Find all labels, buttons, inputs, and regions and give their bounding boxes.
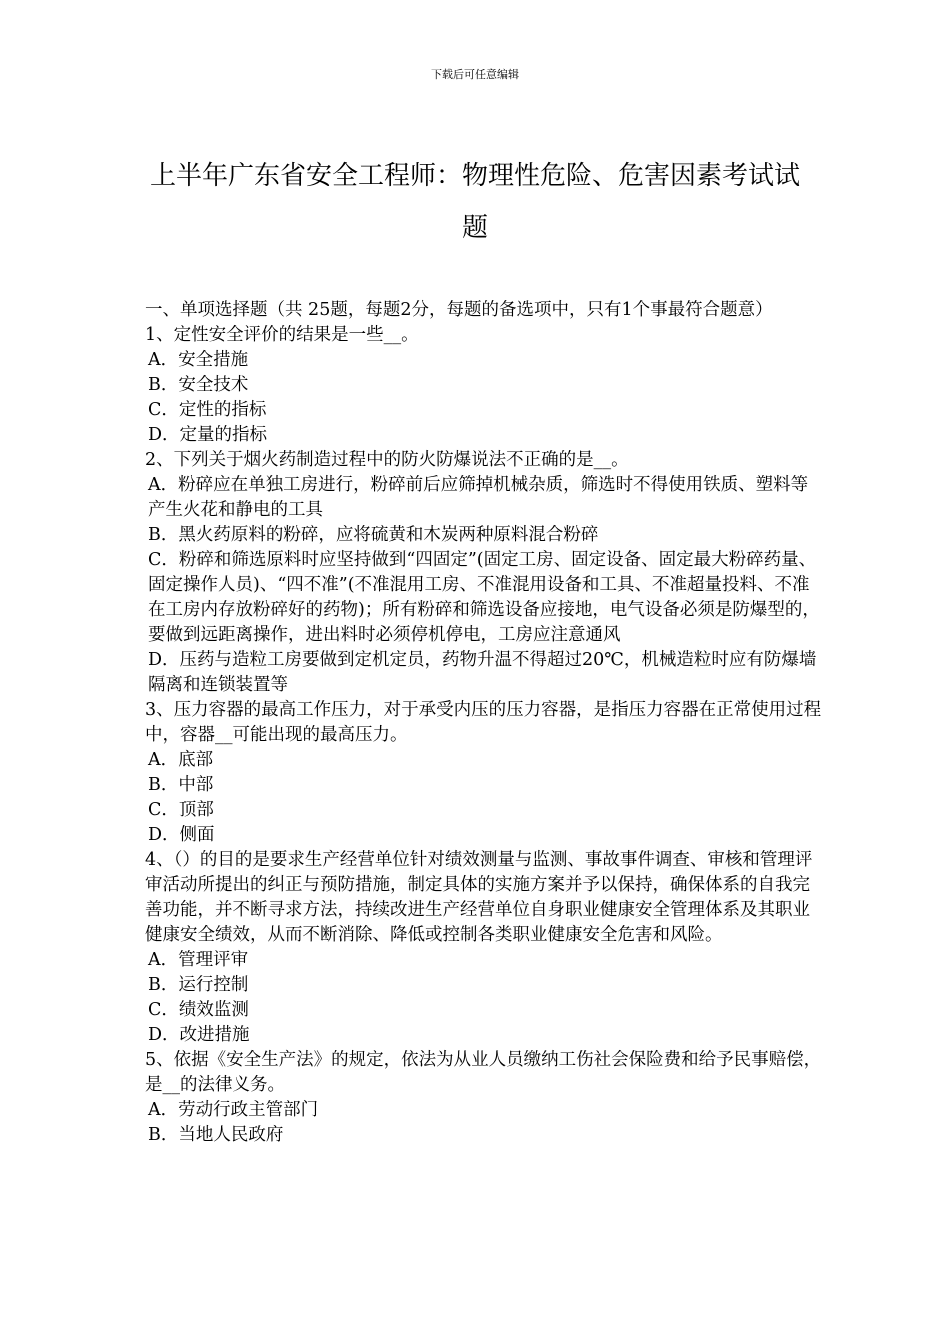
option-a: A．管理评审: [148, 950, 249, 970]
question-stem: 3、压力容器的最高工作压力，对于承受内压的压力容器，是指压力容器在正常使用过程中，容器__可能出现的最高压力。: [145, 700, 822, 745]
page-title: 上半年广东省安全工程师：物理性危险、危害因素考试试题: [150, 161, 801, 243]
option-b: B．安全技术: [148, 375, 249, 395]
option-d: D．改进措施: [148, 1025, 250, 1045]
option-c: C．绩效监测: [148, 1000, 249, 1020]
question-5: [145, 1048, 825, 1148]
header-note: 下载后可任意编辑: [431, 68, 519, 81]
option-b: B．中部: [148, 775, 214, 795]
question-stem: 2、下列关于烟火药制造过程中的防火防爆说法不正确的是__。: [145, 450, 629, 470]
option-b: B．黑火药原料的粉碎，应将硫黄和木炭两种原料混合粉碎: [148, 525, 599, 545]
option-d: D．侧面: [148, 825, 215, 845]
option-c: C．粉碎和筛选原料时应坚持做到“四固定”(固定工房、固定设备、固定最大粉碎药量、固定操作人员)、“四不准”(不准混用工房、不准混用设备和工具、不准超量投料、不准在工房内存放粉碎好的药物)；所有粉碎和筛选设备应接地，电气设备必须是防爆型的，要做到远距离操作，进出料时必须停机停电，工房应注意通风: [148, 550, 820, 645]
option-c: C．定性的指标: [148, 400, 267, 420]
question-stem: 1、定性安全评价的结果是一些__。: [145, 325, 419, 345]
question-4: [145, 848, 825, 1048]
option-d: D．定量的指标: [148, 425, 268, 445]
question-stem: 5、依据《安全生产法》的规定，依法为从业人员缴纳工伤社会保险费和给予民事赔偿，是__的法律义务。: [145, 1050, 822, 1095]
option-c: C．顶部: [148, 800, 214, 820]
option-a: A．安全措施: [148, 350, 249, 370]
option-b: B．当地人民政府: [148, 1125, 284, 1145]
question-3: [145, 698, 825, 848]
option-b: B．运行控制: [148, 975, 249, 995]
question-stem: 4、（）的目的是要求生产经营单位针对绩效测量与监测、事故事件调查、审核和管理评审活动所提出的纠正与预防措施，制定具体的实施方案并予以保持，确保体系的自我完善功能，并不断寻求方法，持续改进生产经营单位自身职业健康安全管理体系及其职业健康安全绩效，从而不断消除、降低或控制各类职业健康安全危害和风险。: [145, 850, 813, 945]
section-heading: 一、单项选择题（共 25题，每题2分，每题的备选项中，只有1个事最符合题意）: [145, 300, 773, 320]
question-1: [145, 323, 825, 448]
question-2: [145, 448, 825, 698]
option-a: A．粉碎应在单独工房进行，粉碎前后应筛掉机械杂质，筛选时不得使用铁质、塑料等产生火花和静电的工具: [148, 475, 809, 520]
option-a: A．劳动行政主管部门: [148, 1100, 319, 1120]
document-body: [145, 298, 825, 1148]
option-d: D．压药与造粒工房要做到定机定员，药物升温不得超过20℃，机械造粒时应有防爆墙隔离和连锁装置等: [148, 650, 817, 695]
option-a: A．底部: [148, 750, 214, 770]
